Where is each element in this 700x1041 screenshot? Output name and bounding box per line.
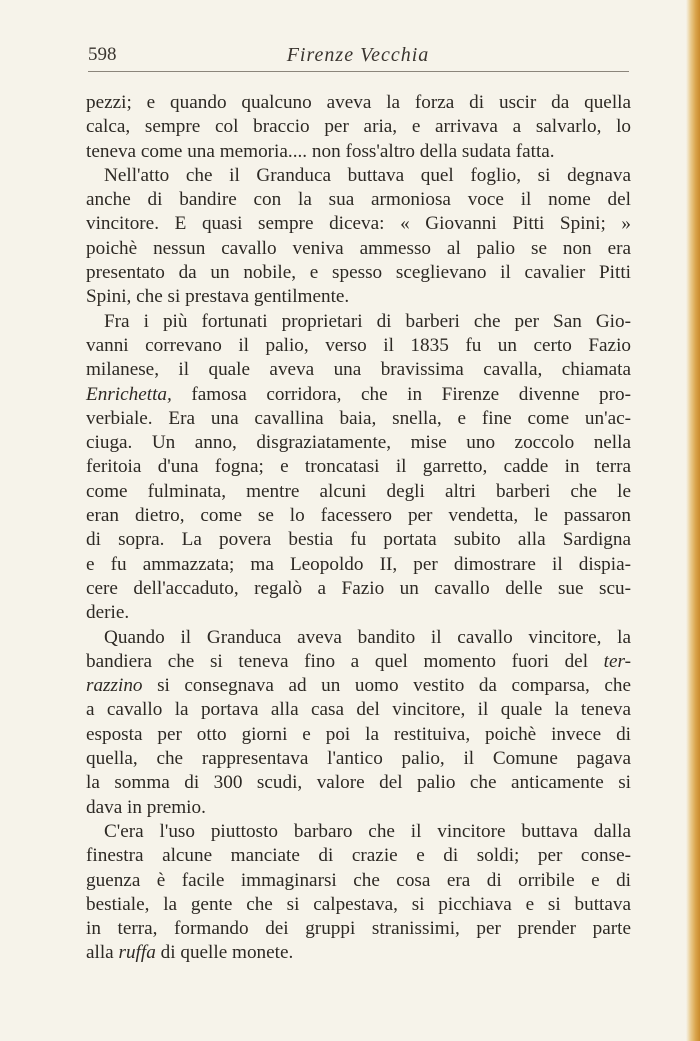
- text-line: alla ruffa di quelle monete.: [86, 942, 294, 964]
- text-line: dava in premio.: [86, 796, 206, 818]
- text-line: feritoia d'una fogna; e troncatasi il garretto, cadde in terra: [86, 456, 631, 478]
- text-line: calca, sempre col braccio per aria, e arrivava a salvarlo, lo: [86, 116, 631, 138]
- text-line: milanese, il quale aveva una bravissima cavalla, chiamata: [86, 359, 631, 381]
- paragraph: [86, 164, 631, 310]
- text-line: Nell'atto che il Granduca buttava quel foglio, si degnava: [104, 164, 631, 186]
- text-line: verbiale. Era una cavallina baia, snella, e fine come un'ac-: [86, 407, 631, 429]
- text-line: derie.: [86, 602, 130, 624]
- text-line: la somma di 300 scudi, valore del palio che anticamente si: [86, 772, 631, 794]
- paragraph: [86, 310, 631, 626]
- text-line: esposta per otto giorni e poi la restituiva, poichè invece di: [86, 723, 631, 745]
- page-gilt-edge: [686, 0, 700, 1041]
- text-line: Quando il Granduca aveva bandito il cavallo vincitore, la: [104, 626, 631, 648]
- text-line: Fra i più fortunati proprietari di barberi che per San Gio-: [104, 310, 631, 332]
- text-line: anche di bandire con la sua armoniosa voce il nome del: [86, 189, 631, 211]
- text-line: Enrichetta, famosa corridora, che in Firenze divenne pro-: [86, 383, 631, 405]
- text-line: in terra, formando dei gruppi stranissimi, per prender parte: [86, 918, 631, 940]
- running-title: Firenze Vecchia: [286, 44, 430, 66]
- text-line: razzino si consegnava ad un uomo vestito da comparsa, che: [86, 675, 631, 697]
- running-header: [88, 44, 628, 74]
- text-line: teneva come una memoria.... non foss'altro della sudata fatta.: [86, 140, 555, 162]
- text-line: poichè nessun cavallo veniva ammesso al palio se non era: [86, 237, 631, 259]
- paragraph: [86, 820, 631, 966]
- body-text: [86, 91, 631, 966]
- text-line: come fulminata, mentre alcuni degli altri barberi che le: [86, 480, 631, 502]
- text-line: presentato da un nobile, e spesso sceglievano il cavalier Pitti: [86, 262, 631, 284]
- page-number: 598: [88, 44, 117, 65]
- text-line: a cavallo la portava alla casa del vincitore, il quale la teneva: [86, 699, 631, 721]
- text-line: quella, che rappresentava l'antico palio, il Comune pagava: [86, 748, 631, 770]
- text-line: eran dietro, come se lo facessero per vendetta, le passaron: [86, 505, 631, 527]
- text-line: guenza è facile immaginarsi che cosa era di orribile e di: [86, 869, 631, 891]
- text-line: vanni correvano il palio, verso il 1835 fu un certo Fazio: [86, 334, 631, 356]
- text-line: di sopra. La povera bestia fu portata subito alla Sardigna: [86, 529, 631, 551]
- paragraph: [86, 626, 631, 820]
- text-line: C'era l'uso piuttosto barbaro che il vincitore buttava dalla: [104, 820, 631, 842]
- text-line: vincitore. E quasi sempre diceva: « Giovanni Pitti Spini; »: [86, 213, 631, 235]
- text-line: pezzi; e quando qualcuno aveva la forza di uscir da quella: [86, 92, 631, 113]
- text-line: Spini, che si prestava gentilmente.: [86, 286, 350, 308]
- header-rule: [88, 71, 629, 72]
- text-line: ciuga. Un anno, disgraziatamente, mise uno zoccolo nella: [86, 432, 631, 454]
- text-line: e fu ammazzata; ma Leopoldo II, per dimostrare il dispia-: [86, 553, 631, 575]
- text-line: finestra alcune manciate di crazie e di soldi; per conse-: [86, 845, 631, 867]
- text-line: bestiale, la gente che si calpestava, si picchiava e si buttava: [86, 893, 631, 915]
- paragraph: [86, 91, 631, 164]
- text-line: bandiera che si teneva fino a quel momento fuori del ter-: [86, 650, 631, 672]
- text-line: cere dell'accaduto, regalò a Fazio un cavallo delle sue scu-: [86, 577, 631, 599]
